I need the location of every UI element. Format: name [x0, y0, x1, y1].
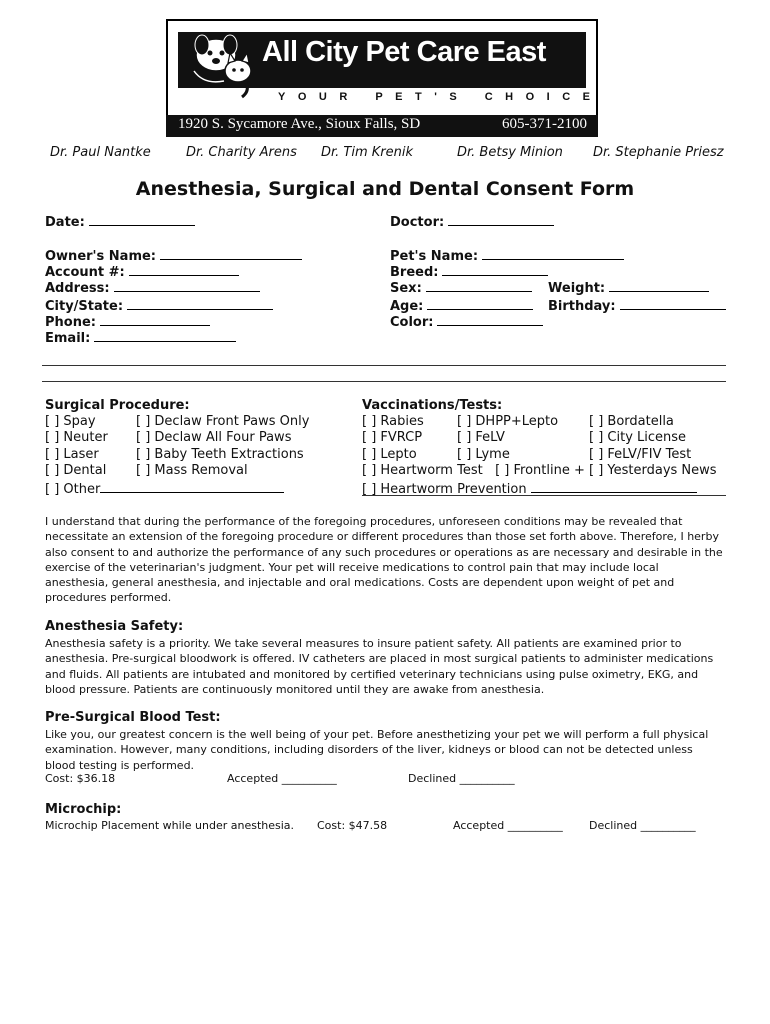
divider — [42, 381, 726, 382]
checkbox-declaw-front[interactable]: [ ] Declaw Front Paws Only — [136, 414, 310, 429]
checkbox-spay[interactable]: [ ] Spay — [45, 414, 96, 429]
blood-test-text: Like you, our greatest concern is the well being of your pet. Before anesthetizing your pet we will perform a full physical examination. However, many conditions, including disorders of the liver, kidneys or blood can not be detected unless blood testing is performed. — [45, 728, 709, 772]
city-state-field[interactable]: City/State: — [45, 297, 273, 314]
weight-field[interactable]: Weight: — [548, 279, 709, 296]
consent-paragraph: I understand that during the performance of the foregoing procedures, unforeseen conditions may be revealed that necessitate an extension of the foregoing procedure or different procedures than those set forth above. Therefore, I herby also consent to and authorize the performance of any such procedures or operations as are necessary and desirable in the exercise of the veterinarian's judgment. Your pet will receive medications to control pain that may include local anesthesia, general anesthesia, and injectable and oral medications. Costs are dependent upon weight of pet and procedures performed. — [45, 515, 723, 605]
clinic-tagline: YOUR PET'S CHOICE — [278, 91, 603, 103]
clinic-name: All City Pet Care East — [262, 36, 546, 68]
checkbox-city-license[interactable]: [ ] City License — [589, 430, 687, 445]
checkbox-fvrcp[interactable]: [ ] FVRCP — [362, 430, 423, 445]
phone-field[interactable]: Phone: — [45, 313, 210, 330]
checkbox-bordatella[interactable]: [ ] Bordatella — [589, 414, 674, 429]
microchip-heading: Microchip: — [45, 802, 122, 817]
divider — [362, 495, 726, 496]
checkbox-mass-removal[interactable]: [ ] Mass Removal — [136, 463, 248, 478]
email-field[interactable]: Email: — [45, 329, 236, 346]
checkbox-lyme[interactable]: [ ] Lyme — [457, 447, 510, 462]
blood-test-declined[interactable]: Declined __________ — [408, 772, 515, 785]
checkbox-other[interactable]: [ ] Other — [45, 480, 284, 497]
address-field[interactable]: Address: — [45, 279, 260, 296]
date-field[interactable]: Date: — [45, 213, 195, 230]
pets-logo-icon — [186, 31, 264, 101]
surgical-heading: Surgical Procedure: — [45, 398, 190, 413]
sex-field[interactable]: Sex: — [390, 279, 532, 296]
microchip-text: Microchip Placement while under anesthesia. — [45, 819, 295, 832]
checkbox-dhpp-lepto[interactable]: [ ] DHPP+Lepto — [457, 414, 559, 429]
owner-name-field[interactable]: Owner's Name: — [45, 247, 302, 264]
doctor-name: Dr. Paul Nantke — [50, 145, 151, 160]
checkbox-lepto[interactable]: [ ] Lepto — [362, 447, 417, 462]
form-title: Anesthesia, Surgical and Dental Consent Form — [135, 178, 635, 200]
blood-test-cost: Cost: $36.18 — [45, 772, 116, 785]
breed-field[interactable]: Breed: — [390, 263, 548, 280]
color-field[interactable]: Color: — [390, 313, 543, 330]
checkbox-neuter[interactable]: [ ] Neuter — [45, 430, 108, 445]
microchip-declined[interactable]: Declined __________ — [589, 819, 696, 832]
doctor-name: Dr. Charity Arens — [186, 145, 297, 160]
doctor-name: Dr. Betsy Minion — [457, 145, 563, 160]
checkbox-row-heartworm-frontline[interactable]: [ ] Heartworm Test [ ] Frontline + [ ] Yesterdays News — [362, 463, 717, 478]
clinic-phone: 605-371-2100 — [502, 116, 587, 132]
checkbox-heartworm-prevention[interactable]: [ ] Heartworm Prevention — [362, 480, 697, 497]
blood-test-heading: Pre-Surgical Blood Test: — [45, 710, 221, 725]
checkbox-dental[interactable]: [ ] Dental — [45, 463, 107, 478]
doctor-name: Dr. Tim Krenik — [321, 145, 414, 160]
vaccinations-heading: Vaccinations/Tests: — [362, 398, 503, 413]
checkbox-felv[interactable]: [ ] FeLV — [457, 430, 505, 445]
divider — [42, 365, 726, 366]
checkbox-felv-fiv[interactable]: [ ] FeLV/FIV Test — [589, 447, 692, 462]
checkbox-declaw-all[interactable]: [ ] Declaw All Four Paws — [136, 430, 292, 445]
anesthesia-safety-text: Anesthesia safety is a priority. We take several measures to insure patient safety. All patients are examined prior to anesthesia. Pre-surgical bloodwork is offered. IV catheters are placed in most surgical patients to administer medications and fluids. All patients are intubated and monitored by certified veterinary technicians using pulse oximetry, EKG, and blood pressure. Patients are continuously monitored until they are awake from anesthesia. — [45, 637, 714, 696]
account-field[interactable]: Account #: — [45, 263, 239, 280]
blood-test-accepted[interactable]: Accepted __________ — [227, 772, 337, 785]
doctor-name: Dr. Stephanie Priesz — [593, 145, 724, 160]
microchip-cost: Cost: $47.58 — [317, 819, 388, 832]
doctor-field[interactable]: Doctor: — [390, 213, 554, 230]
birthday-field[interactable]: Birthday: — [548, 297, 726, 314]
microchip-accepted[interactable]: Accepted __________ — [453, 819, 563, 832]
pet-name-field[interactable]: Pet's Name: — [390, 247, 624, 264]
anesthesia-safety-heading: Anesthesia Safety: — [45, 619, 184, 634]
checkbox-rabies[interactable]: [ ] Rabies — [362, 414, 424, 429]
clinic-address: 1920 S. Sycamore Ave., Sioux Falls, SD — [178, 116, 421, 132]
checkbox-laser[interactable]: [ ] Laser — [45, 447, 99, 462]
checkbox-baby-teeth[interactable]: [ ] Baby Teeth Extractions — [136, 447, 304, 462]
age-field[interactable]: Age: — [390, 297, 533, 314]
